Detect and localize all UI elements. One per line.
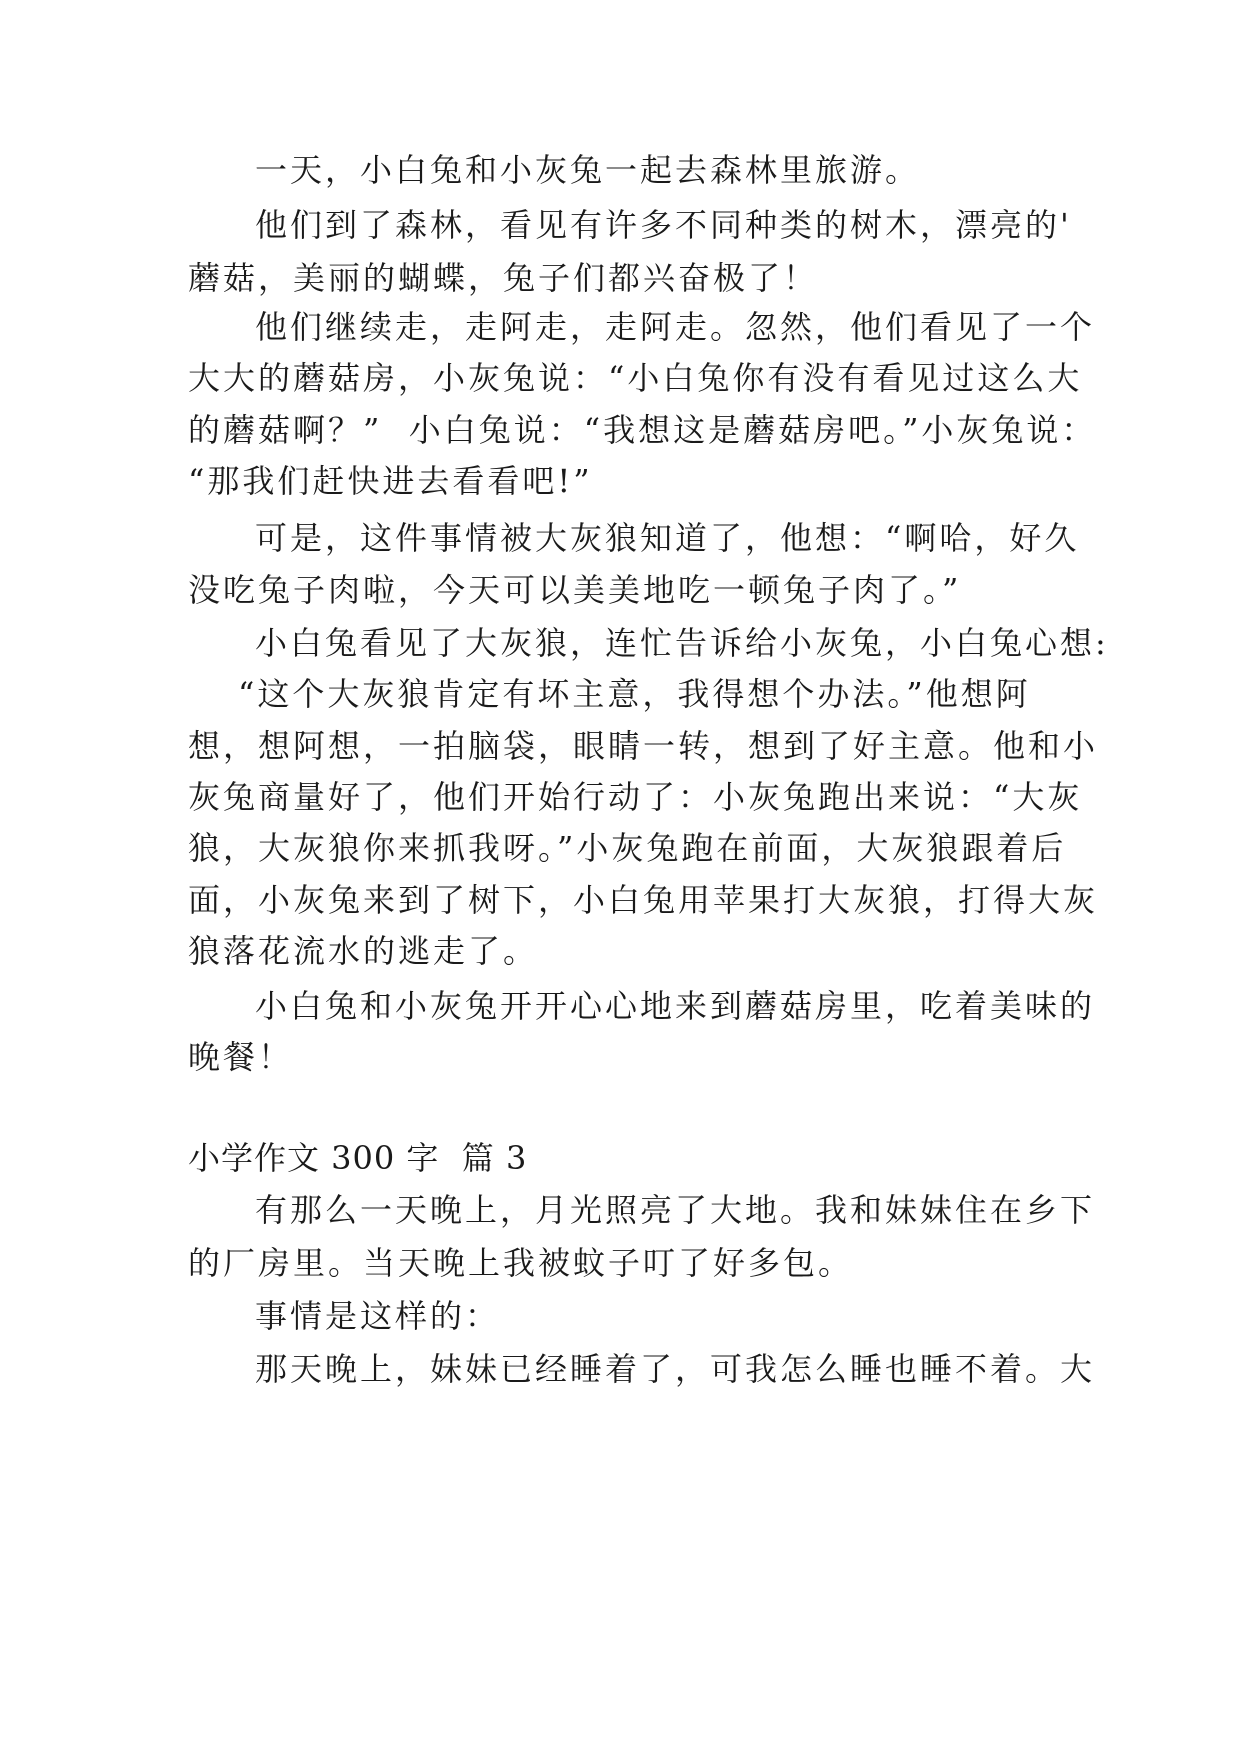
paragraph-line: 小白兔和小灰兔开开心心地来到蘑菇房里，吃着美味的 bbox=[255, 987, 1096, 1025]
paragraph-line: 狼落花流水的逃走了。 bbox=[188, 932, 539, 970]
paragraph-line: “这个大灰狼肯定有坏主意，我得想个办法。”他想阿 bbox=[238, 675, 1031, 713]
paragraph-line: 蘑菇，美丽的蝴蝶，兔子们都兴奋极了！ bbox=[188, 259, 819, 297]
paragraph-line: 他们到了森林，看见有许多不同种类的树木，漂亮的' bbox=[255, 206, 1072, 244]
paragraph-line: 面，小灰兔来到了树下，小白兔用苹果打大灰狼，打得大灰 bbox=[188, 881, 1099, 919]
paragraph-line: 的厂房里。当天晚上我被蚊子叮了好多包。 bbox=[188, 1244, 854, 1282]
paragraph-line: 小白兔看见了大灰狼，连忙告诉给小灰兔，小白兔心想: bbox=[255, 624, 1109, 662]
paragraph-line: 那天晚上，妹妹已经睡着了，可我怎么睡也睡不着。大 bbox=[255, 1350, 1096, 1388]
section-heading: 小学作文 300 字 篇 3 bbox=[188, 1139, 528, 1177]
paragraph-line: 他们继续走，走阿走，走阿走。忽然，他们看见了一个 bbox=[255, 308, 1096, 346]
paragraph-line: 的蘑菇啊？” 小白兔说：“我想这是蘑菇房吧。”小灰兔说： bbox=[188, 411, 1097, 449]
paragraph-line: 灰兔商量好了，他们开始行动了：小灰兔跑出来说：“大灰 bbox=[188, 778, 1083, 816]
paragraph-line: 狼，大灰狼你来抓我呀。”小灰兔跑在前面，大灰狼跟着后 bbox=[188, 829, 1067, 867]
paragraph-line: 一天，小白兔和小灰兔一起去森林里旅游。 bbox=[255, 151, 921, 189]
paragraph-line: 大大的蘑菇房，小灰兔说：“小白兔你有没有看见过这么大 bbox=[188, 359, 1083, 397]
paragraph-line: 事情是这样的： bbox=[255, 1297, 501, 1335]
paragraph-line: 有那么一天晚上，月光照亮了大地。我和妹妹住在乡下 bbox=[255, 1191, 1096, 1229]
paragraph-line: 想，想阿想，一拍脑袋，眼睛一转，想到了好主意。他和小 bbox=[188, 727, 1099, 765]
paragraph-line: “那我们赶快进去看看吧!” bbox=[188, 462, 593, 500]
paragraph-line: 没吃兔子肉啦，今天可以美美地吃一顿兔子肉了。” bbox=[188, 571, 962, 609]
paragraph-line: 可是，这件事情被大灰狼知道了，他想：“啊哈，好久 bbox=[255, 519, 1080, 557]
paragraph-line: 晚餐！ bbox=[188, 1038, 294, 1076]
